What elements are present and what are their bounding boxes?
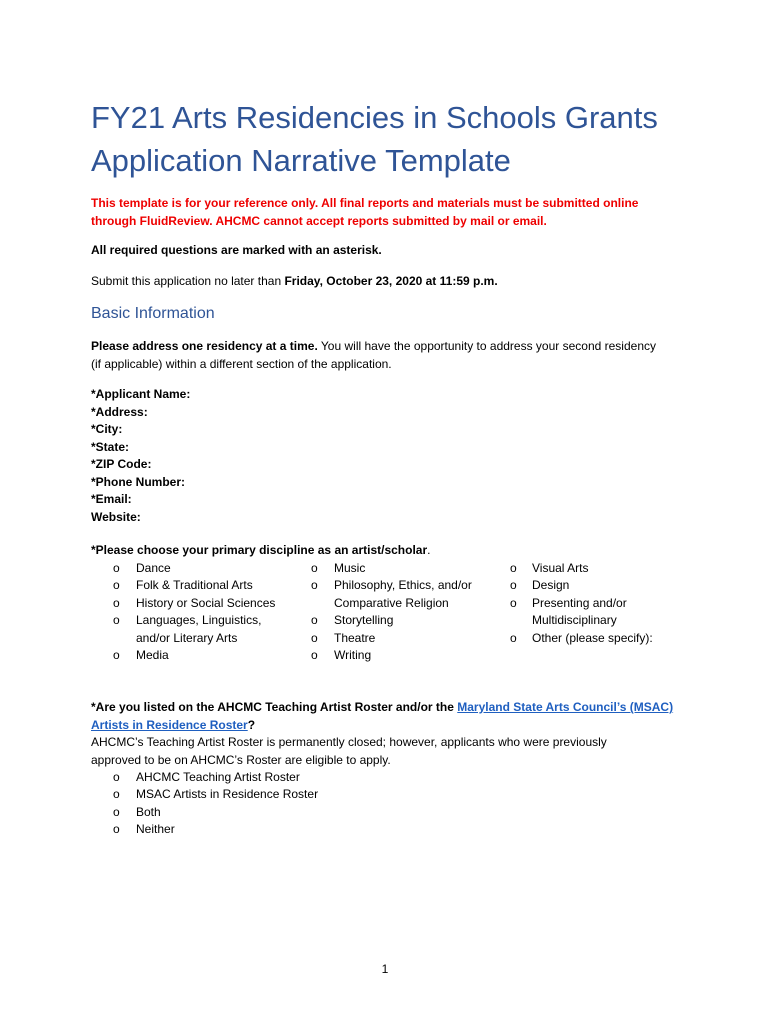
bullet: o — [113, 805, 120, 819]
bullet: o — [311, 613, 318, 627]
field-address: *Address: — [91, 404, 148, 419]
option-visual-arts[interactable]: Visual Arts — [532, 561, 589, 575]
option-writing[interactable]: Writing — [334, 648, 372, 662]
bullet: o — [113, 770, 120, 784]
roster-option-neither[interactable]: Neither — [136, 822, 175, 836]
deadline-date: Friday, October 23, 2020 at 11:59 p.m. — [284, 274, 498, 288]
bullet: o — [311, 631, 318, 645]
bullet: o — [113, 822, 120, 836]
bullet: o — [113, 561, 120, 575]
option-music[interactable]: Music — [334, 561, 366, 575]
field-website: Website: — [91, 509, 141, 524]
intro-line-2: (if applicable) within a different section of the application. — [91, 356, 392, 371]
roster-note: AHCMC’s Teaching Artist Roster is permanently closed; however, applicants who were previously approved to be on AHCMC’s Roster are eligible to apply. — [91, 735, 607, 767]
bullet: o — [510, 561, 517, 575]
option-theatre[interactable]: Theatre — [334, 631, 376, 645]
field-email: *Email: — [91, 492, 132, 506]
intro-rest: You will have the opportunity to address your second residency — [317, 339, 656, 353]
msac-roster-link-cont[interactable]: Artists in Residence Roster — [91, 717, 248, 732]
notice-line-1: This template is for your reference only. All final reports and materials must be submitted online — [91, 196, 639, 210]
bullet: o — [510, 578, 517, 592]
bullet: o — [113, 648, 120, 662]
page-number: 1 — [381, 962, 389, 976]
bullet: o — [113, 596, 120, 610]
option-storytelling[interactable]: Storytelling — [334, 613, 394, 627]
notice — [91, 195, 638, 230]
roster-option-msac[interactable]: MSAC Artists in Residence Roster — [136, 787, 319, 801]
option-languages[interactable]: Languages, Linguistics, — [136, 613, 262, 627]
roster-question: *Are you listed on the AHCMC Teaching Artist Roster and/or the Maryland State Arts Council’s (MSAC) Artists in Residence Roster? — [91, 700, 674, 732]
option-other[interactable]: Other (please specify): — [532, 631, 653, 645]
option-philosophy[interactable]: Philosophy, Ethics, and/or — [334, 578, 472, 592]
bullet: o — [113, 578, 120, 592]
bullet: o — [311, 578, 318, 592]
title-line-2: Application Narrative Template — [91, 143, 511, 178]
option-presenting-cont[interactable]: Multidisciplinary — [532, 613, 617, 627]
intro-bold: Please address one residency at a time. — [91, 339, 318, 353]
bullet: o — [510, 596, 517, 610]
bullet: o — [510, 631, 517, 645]
bullet: o — [113, 787, 120, 801]
notice-line-2: through FluidReview. AHCMC cannot accept reports submitted by mail or email. — [91, 213, 547, 228]
required-note: All required questions are marked with an asterisk. — [91, 243, 382, 257]
roster-option-both[interactable]: Both — [136, 805, 161, 819]
option-philosophy-cont[interactable]: Comparative Religion — [334, 596, 449, 610]
field-state: *State: — [91, 439, 130, 454]
bullet: o — [311, 561, 318, 575]
option-history[interactable]: History or Social Sciences — [136, 596, 276, 610]
bullet: o — [311, 648, 318, 662]
deadline — [91, 273, 498, 291]
basic-info-intro — [91, 338, 656, 373]
applicant-fields — [91, 386, 190, 526]
bullet: o — [113, 613, 120, 627]
option-dance[interactable]: Dance — [136, 561, 171, 575]
discipline-question: *Please choose your primary discipline as an artist/scholar. — [91, 543, 431, 557]
title-line-1: FY21 Arts Residencies in Schools Grants — [91, 100, 658, 135]
option-media[interactable]: Media — [136, 648, 169, 662]
option-presenting[interactable]: Presenting and/or — [532, 596, 627, 610]
roster-option-ahcmc[interactable]: AHCMC Teaching Artist Roster — [136, 770, 300, 784]
field-phone: *Phone Number: — [91, 474, 186, 489]
basic-info-heading: Basic Information — [91, 305, 215, 322]
document-title — [91, 96, 711, 182]
field-city: *City: — [91, 422, 123, 436]
option-languages-cont[interactable]: and/or Literary Arts — [136, 631, 238, 645]
option-folk[interactable]: Folk & Traditional Arts — [136, 578, 253, 592]
field-applicant-name: *Applicant Name: — [91, 387, 191, 401]
msac-roster-link[interactable]: Maryland State Arts Council’s (MSAC) — [457, 700, 674, 714]
deadline-prefix: Submit this application no later than — [91, 274, 285, 288]
option-design[interactable]: Design — [532, 578, 570, 592]
field-zip: *ZIP Code: — [91, 457, 152, 471]
